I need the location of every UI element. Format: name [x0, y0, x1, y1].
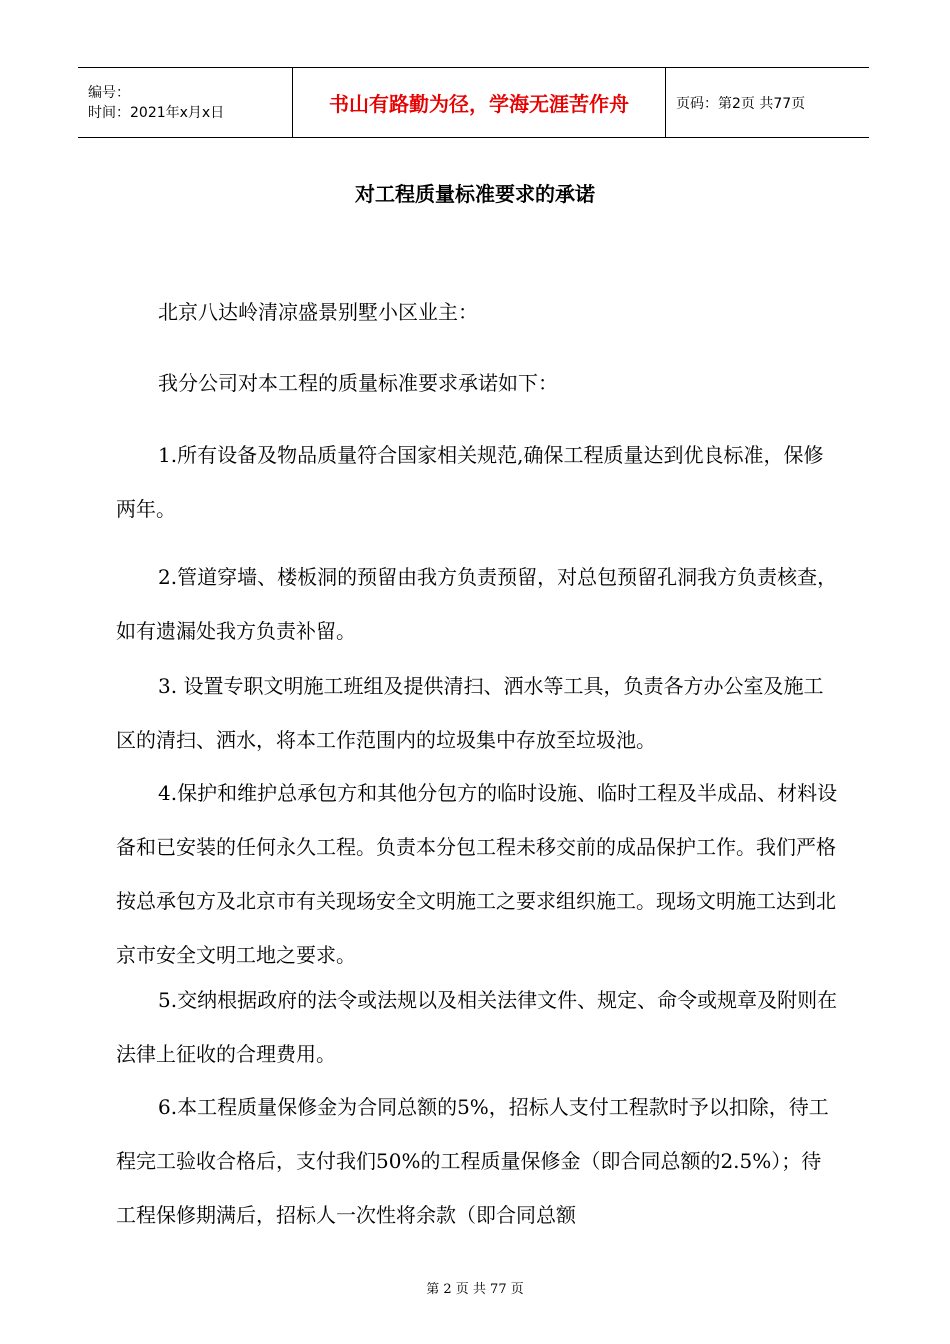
page-info-text: 页码：第2页 共77页 [676, 95, 806, 112]
time-label: 时间：2021年x月x日 [88, 104, 225, 121]
number-label: 编号： [88, 84, 130, 101]
motto-text: 书山有路勤为径，学海无涯苦作舟 [329, 92, 629, 116]
header-motto [293, 68, 666, 137]
page-footer: 第 2 页 共 77 页 [426, 1282, 524, 1297]
item-1: 1.所有设备及物品质量符合国家相关规范,确保工程质量达到优良标准，保修两年。 [116, 443, 824, 521]
item-4: 4.保护和维护总承包方和其他分包方的临时设施、临时工程及半成品、材料设备和已安装的任何永久工程。负责本分包工程未移交前的成品保护工作。我们严格按总承包方及北京市有关现场安全文明施工之要求组织施工。现场文明施工达到北京市安全文明工地之要求。 [116, 781, 838, 967]
document-title: 对工程质量标准要求的承诺 [355, 182, 595, 206]
item-6: 6.本工程质量保修金为合同总额的5%，招标人支付工程款时予以扣除，待工程完工验收合格后，支付我们50%的工程质量保修金（即合同总额的2.5%）；待工程保修期满后，招标人一次性将余款（即合同总额 [116, 1095, 829, 1227]
header-meta [78, 68, 293, 137]
salutation: 北京八达岭清凉盛景别墅小区业主： [158, 300, 478, 324]
page-header [78, 67, 869, 138]
intro-paragraph: 我分公司对本工程的质量标准要求承诺如下： [158, 371, 558, 395]
item-3: 3. 设置专职文明施工班组及提供清扫、洒水等工具，负责各方办公室及施工区的清扫、洒水，将本工作范围内的垃圾集中存放至垃圾池。 [116, 674, 824, 752]
item-5: 5.交纳根据政府的法令或法规以及相关法律文件、规定、命令或规章及附则在法律上征收的合理费用。 [116, 988, 838, 1066]
item-2: 2.管道穿墙、楼板洞的预留由我方负责预留，对总包预留孔洞我方负责核查，如有遗漏处我方负责补留。 [116, 565, 838, 643]
header-page-info [666, 68, 869, 137]
